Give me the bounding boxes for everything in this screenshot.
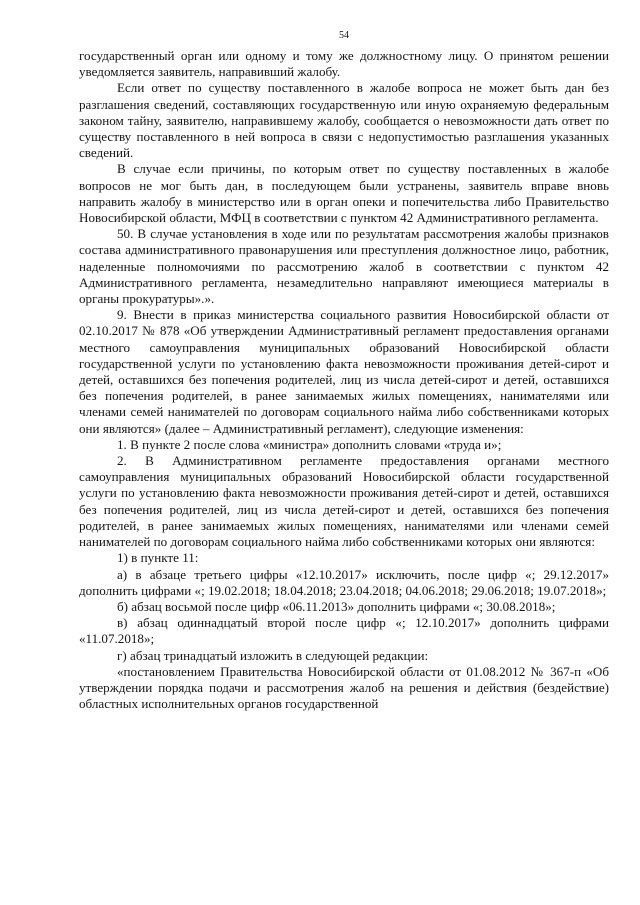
paragraph-11: в) абзац одиннадцатый второй после цифр «; 12.10.2017» дополнить цифрами «11.07.2018»;: [79, 615, 609, 647]
paragraph-4: 50. В случае установления в ходе или по результатам рассмотрения жалобы признаков состава административного правонарушения или преступления должностное лицо, работник, наделенные полномочиями по рассмотрению жалоб в соответствии с пунктом 42 Административного регламента, незамедлительно направляют имеющиеся материалы в органы прокуратуры».».: [79, 226, 609, 307]
paragraph-9: а) в абзаце третьего цифры «12.10.2017» исключить, после цифр «; 29.12.2017» дополнить цифрами «; 19.02.2018; 18.04.2018; 23.04.2018; 04.06.2018; 29.06.2018; 19.07.2018»;: [79, 566, 609, 598]
paragraph-2: Если ответ по существу поставленного в жалобе вопроса не может быть дан без разглашения сведений, составляющих государственную или иную охраняемую федеральным законом тайну, заявителю, направившему жалобу, сообщается о невозможности дать ответ по существу поставленного в ней вопроса в связи с недопустимостью разглашения указанных сведений.: [79, 80, 609, 161]
paragraph-5: 9. Внести в приказ министерства социального развития Новосибирской области от 02.10.2017 № 878 «Об утверждении Административный регламент предоставления органами местного самоуправления муниципальных образований Новосибирской области государственной услуги по установлению факта невозможности проживания детей-сирот и детей, оставшихся без попечения родителей, лиц из числа детей-сирот и детей, оставшихся без попечения родителей, в ранее занимаемых жилых помещениях, нанимателями или членами семей нанимателей по договорам социального найма либо собственниками которых они являются» (далее – Административный регламент), следующие изменения:: [79, 307, 609, 436]
paragraph-8: 1) в пункте 11:: [117, 550, 199, 566]
paragraph-3: В случае если причины, по которым ответ по существу поставленных в жалобе вопросов не мог быть дан, в последующем были устранены, заявитель вправе вновь направить жалобу в министерство или в орган опеки и попечительства либо Правительство Новосибирской области, МФЦ в соответствии с пунктом 42 Административного регламента.: [79, 161, 609, 226]
paragraph-7: 2. В Административном регламенте предоставления органами местного самоуправления муниципальных образований Новосибирской области государственной услуги по установлению факта невозможности проживания детей-сирот и детей, оставшихся без попечения родителей, лиц из числа детей-сирот и детей, оставшихся без попечения родителей, в ранее занимаемых жилых помещениях, нанимателями или членами семей нанимателей по договорам социального найма либо собственниками которых они являются:: [79, 453, 609, 550]
paragraph-10: б) абзац восьмой после цифр «06.11.2013» дополнить цифрами «; 30.08.2018»;: [117, 598, 556, 614]
paragraph-13: «постановлением Правительства Новосибирской области от 01.08.2012 № 367-п «Об утверждении порядка подачи и рассмотрения жалоб на решения и действия (бездействие) областных исполнительных органов государственной: [79, 663, 609, 712]
paragraph-12: г) абзац тринадцатый изложить в следующей редакции:: [117, 647, 429, 663]
paragraph-6: 1. В пункте 2 после слова «министра» дополнить словами «труда и»;: [117, 436, 502, 452]
paragraph-1: государственный орган или одному и тому же должностному лицу. О принятом решении уведомляется заявитель, направивший жалобу.: [79, 48, 609, 80]
page-number: 54: [339, 30, 349, 41]
